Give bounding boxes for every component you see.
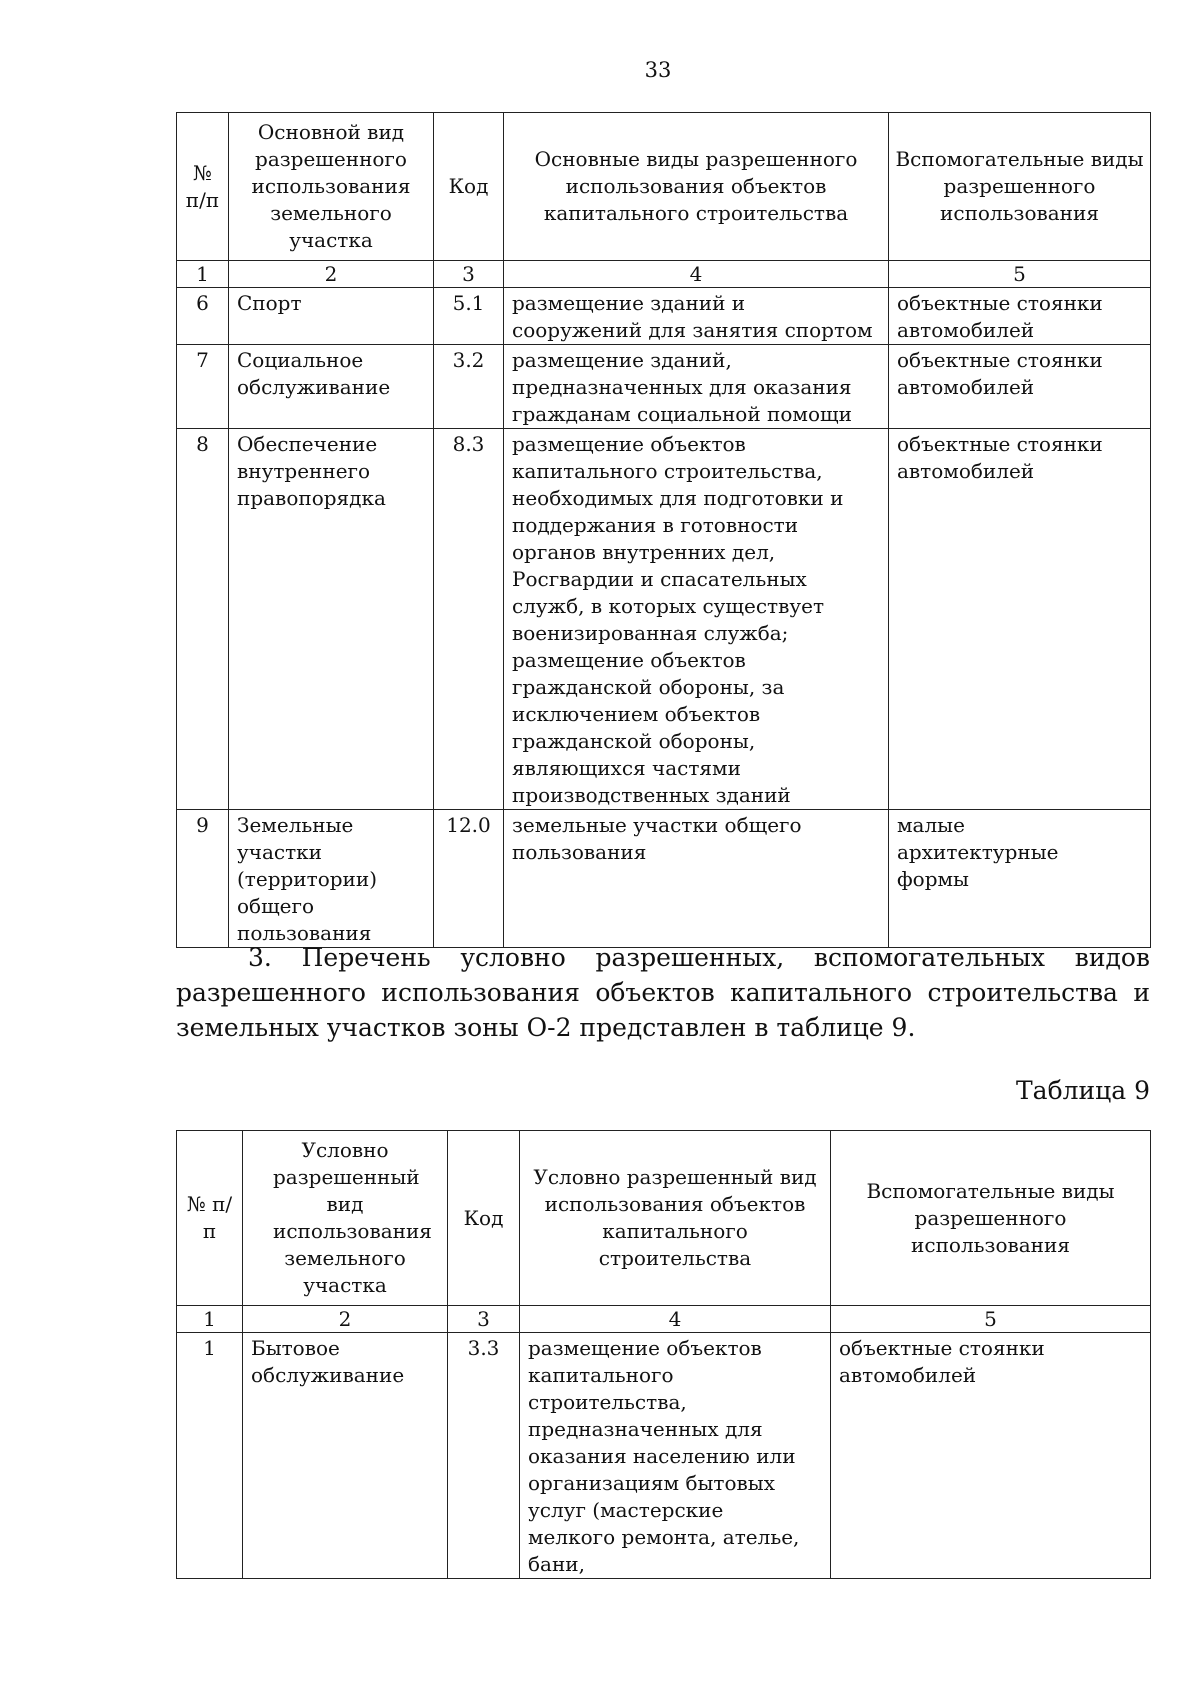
header-aux-use: Вспомогательные виды разрешенного использования — [889, 113, 1151, 261]
header-conditional-use: Условно разрешенный вид использования объектов капитального строительства — [520, 1131, 831, 1306]
column-number-row — [177, 1306, 1151, 1333]
main-use-description: размещение объектов капитального строительства, необходимых для подготовки и поддержания в готовности органов внутренних дел, Росгвардии и спасательных служб, в которых существует военизированная служба; размещение объектов гражданской обороны, за исключением объектов гражданской обороны, являющихся частями производственных зданий — [504, 429, 889, 810]
table-row — [177, 810, 1151, 948]
aux-use-description: малые архитектурные формы — [889, 810, 1151, 948]
table-row — [177, 345, 1151, 429]
header-main-use: Основные виды разрешенного использования объектов капитального строительства — [504, 113, 889, 261]
land-use-type: Земельные участки (территории) общего пользования — [229, 810, 434, 948]
header-land-use-type: Условно разрешенный вид использования земельного участка — [243, 1131, 448, 1306]
conditional-use-description: размещение объектов капитального строительства, предназначенных для оказания населению или организациям бытовых услуг (мастерские мелкого ремонта, ателье, бани, — [520, 1333, 831, 1579]
header-code: Код — [448, 1131, 520, 1306]
land-use-type: Бытовое обслуживание — [243, 1333, 448, 1579]
header-code: Код — [434, 113, 504, 261]
row-number: 8 — [177, 429, 229, 810]
column-number: 3 — [434, 261, 504, 288]
main-use-description: земельные участки общего пользования — [504, 810, 889, 948]
table-header-row — [177, 113, 1151, 261]
table-caption: Таблица 9 — [1015, 1076, 1150, 1105]
column-number: 5 — [889, 261, 1151, 288]
main-use-description: размещение зданий, предназначенных для оказания гражданам социальной помощи — [504, 345, 889, 429]
aux-use-description: объектные стоянки автомобилей — [889, 288, 1151, 345]
land-use-table-continued — [176, 112, 1151, 948]
body-paragraph: 3. Перечень условно разрешенных, вспомогательных видов разрешенного использования объектов капитального строительства и земельных участков зоны О-2 представлен в таблице 9. — [176, 943, 1150, 1042]
column-number: 3 — [448, 1306, 520, 1333]
column-number: 5 — [831, 1306, 1151, 1333]
use-code: 3.3 — [448, 1333, 520, 1579]
aux-use-description: объектные стоянки автомобилей — [889, 345, 1151, 429]
conditional-use-table — [176, 1130, 1151, 1579]
header-number: № п/п — [177, 113, 229, 261]
table-row — [177, 429, 1151, 810]
header-aux-use: Вспомогательные виды разрешенного использования — [831, 1131, 1151, 1306]
row-number: 7 — [177, 345, 229, 429]
table-row — [177, 288, 1151, 345]
aux-use-description: объектные стоянки автомобилей — [831, 1333, 1151, 1579]
land-use-type: Спорт — [229, 288, 434, 345]
land-use-type: Социальное обслуживание — [229, 345, 434, 429]
use-code: 8.3 — [434, 429, 504, 810]
use-code: 12.0 — [434, 810, 504, 948]
column-number: 1 — [177, 1306, 243, 1333]
table-header-row — [177, 1131, 1151, 1306]
row-number: 9 — [177, 810, 229, 948]
use-code: 3.2 — [434, 345, 504, 429]
row-number: 6 — [177, 288, 229, 345]
aux-use-description: объектные стоянки автомобилей — [889, 429, 1151, 810]
column-number: 4 — [520, 1306, 831, 1333]
column-number: 1 — [177, 261, 229, 288]
use-code: 5.1 — [434, 288, 504, 345]
column-number-row — [177, 261, 1151, 288]
column-number: 2 — [229, 261, 434, 288]
column-number: 4 — [504, 261, 889, 288]
row-number: 1 — [177, 1333, 243, 1579]
land-use-type: Обеспечение внутреннего правопорядка — [229, 429, 434, 810]
table-row — [177, 1333, 1151, 1579]
header-number: № п/п — [177, 1131, 243, 1306]
main-use-description: размещение зданий и сооружений для занятия спортом — [504, 288, 889, 345]
page-number: 33 — [644, 58, 672, 82]
header-land-use-type: Основной вид разрешенного использования земельного участка — [229, 113, 434, 261]
column-number: 2 — [243, 1306, 448, 1333]
